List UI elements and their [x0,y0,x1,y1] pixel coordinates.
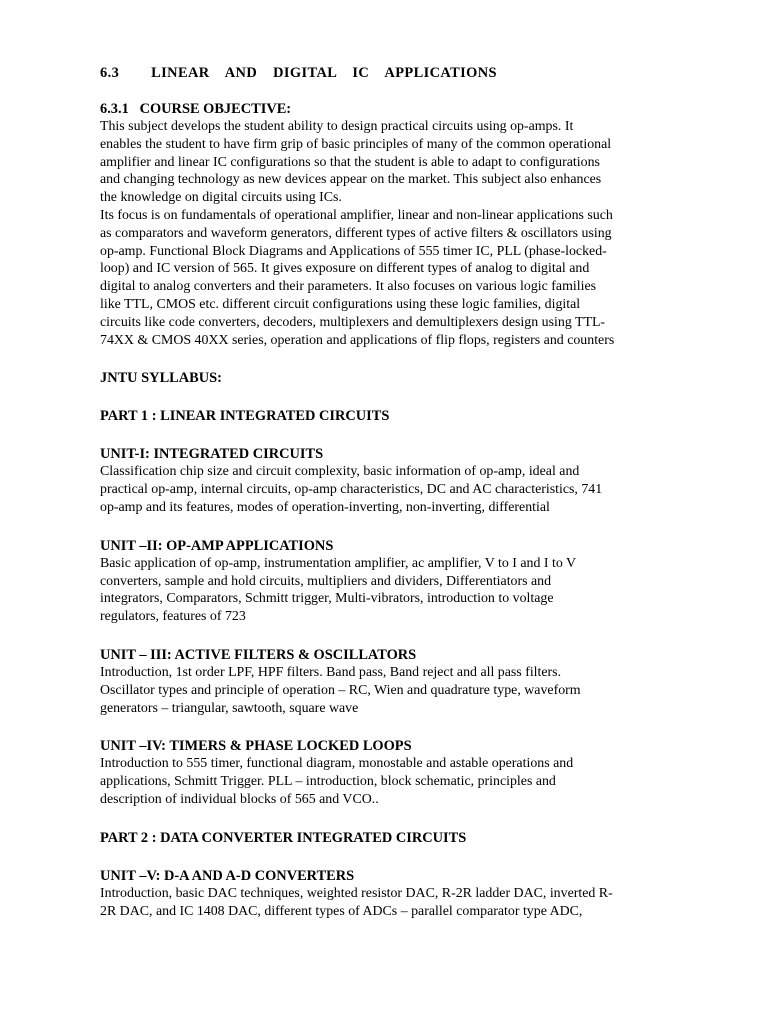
text-line: This subject develops the student ability to design practical circuits using op-amps. It [100,119,574,134]
text-line: description of individual blocks of 565 and VCO.. [100,791,379,807]
text-line: converters, sample and hold circuits, multipliers and dividers, Differentiators and [100,573,552,589]
text-line: digital to analog converters and their parameters. It also focuses on various logic families [100,279,597,295]
text-line: applications, Schmitt Trigger. PLL – introduction, block schematic, principles and [100,774,556,790]
text-line: the knowledge on digital circuits using ICs. [100,190,342,206]
text-line: practical op-amp, internal circuits, op-amp characteristics, DC and AC characteristics, 741 [100,482,603,498]
syllabus-heading: JNTU SYLLABUS: [100,370,222,387]
course-objective-text [100,118,668,349]
unit1-text [100,463,668,516]
text-line: as comparators and waveform generators, different types of active filters & oscillators using [100,225,612,241]
text-line: Its focus is on fundamentals of operational amplifier, linear and non-linear applications such [100,207,613,223]
part1-heading: PART 1 : LINEAR INTEGRATED CIRCUITS [100,408,390,425]
section-title: 6.3 LINEAR AND DIGITAL IC APPLICATIONS [100,65,497,81]
text-line: op-amp. Functional Block Diagrams and Applications of 555 timer IC, PLL (phase-locked- [100,243,607,259]
unit1-heading: UNIT-I: INTEGRATED CIRCUITS [100,446,324,463]
text-line: enables the student to have firm grip of basic principles of many of the common operational [100,136,612,152]
unit3-text [100,664,668,717]
text-line: Basic application of op-amp, instrumentation amplifier, ac amplifier, V to I and I to V [100,555,577,571]
text-line: like TTL, CMOS etc. different circuit configurations using these logic families, digital [100,296,581,312]
text-line: amplifier and linear IC configurations so that the student is able to adapt to configurations [100,154,600,170]
text-line: Introduction, basic DAC techniques, weighted resistor DAC, R-2R ladder DAC, inverted R- [100,885,613,901]
text-line: op-amp and its features, modes of operation-inverting, non-inverting, differential [100,499,550,515]
text-line: loop) and IC version of 565. It gives exposure on different types of analog to digital and [100,261,590,277]
text-line: generators – triangular, sawtooth, square wave [100,700,359,716]
text-line: Classification chip size and circuit complexity, basic information of op-amp, ideal and [100,464,580,480]
unit5-text [100,885,668,921]
text-line: Oscillator types and principle of operation – RC, Wien and quadrature type, waveform [100,682,581,698]
text-line: Introduction to 555 timer, functional diagram, monostable and astable operations and [100,756,574,772]
part2-heading: PART 2 : DATA CONVERTER INTEGRATED CIRCUITS [100,829,467,846]
text-line: regulators, features of 723 [100,609,246,625]
unit2-heading: UNIT –II: OP-AMP APPLICATIONS [100,537,334,554]
course-objective-heading: 6.3.1 COURSE OBJECTIVE: [100,101,292,117]
text-line: and changing technology as new devices appear on the market. This subject also enhances [100,172,602,188]
text-line: Introduction, 1st order LPF, HPF filters. Band pass, Band reject and all pass filters. [100,664,562,680]
text-line: integrators, Comparators, Schmitt trigger, Multi-vibrators, introduction to voltage [100,591,554,607]
unit4-heading: UNIT –IV: TIMERS & PHASE LOCKED LOOPS [100,738,412,755]
text-line: 74XX & CMOS 40XX series, operation and applications of flip flops, registers and counters [100,332,615,348]
unit2-text [100,555,668,626]
unit4-text [100,755,668,808]
text-line: 2R DAC, and IC 1408 DAC, different types of ADCs – parallel comparator type ADC, [100,903,583,919]
document-page [100,64,668,920]
unit5-heading: UNIT –V: D-A AND A-D CONVERTERS [100,867,355,884]
unit3-heading: UNIT – III: ACTIVE FILTERS & OSCILLATORS [100,646,417,663]
text-line: circuits like code converters, decoders, multiplexers and demultiplexers design using TTL- [100,314,606,330]
